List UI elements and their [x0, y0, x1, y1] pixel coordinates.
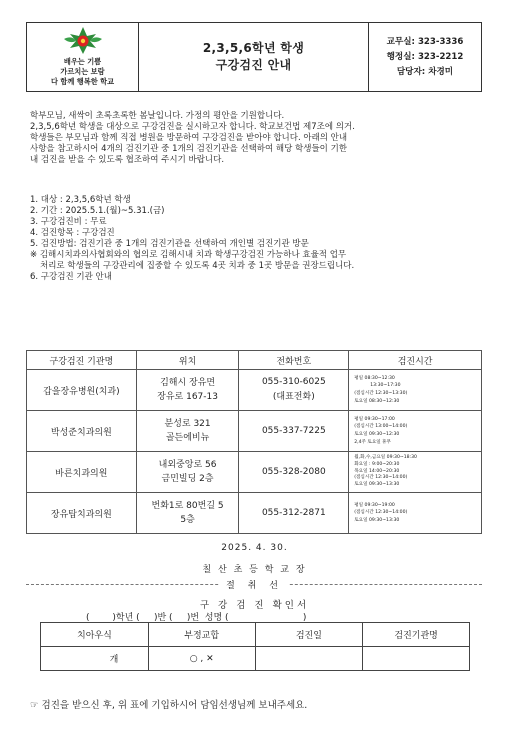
- intro-line: 학부모님, 새싹이 초록초록한 봄날입니다. 가정의 평안을 기원합니다.: [30, 111, 285, 121]
- hours-line: 월,화,수,금요일 09:30~18:30: [354, 455, 417, 460]
- motto-line-2: 가르치는 보람: [60, 67, 105, 76]
- hours-line: 토요일 09:30~13:30: [354, 482, 400, 488]
- table-row: [27, 493, 482, 534]
- table-row: [27, 452, 482, 493]
- malocclusion-choice[interactable]: ○ , ✕: [148, 647, 255, 671]
- clinic-address: [136, 411, 239, 452]
- hours-line: 토요일 09:30~13:30: [354, 517, 400, 523]
- student-info-line: ( )학년 ( )반 ( )번 성명 ( ): [86, 613, 307, 623]
- hours-line: 평일 09:30~19:00: [354, 502, 395, 508]
- info-item-period: 2. 기간 : 2025.5.1.(월)~5.31.(금): [30, 206, 165, 216]
- hours-line: (점심시간 12:30~14:00): [354, 475, 408, 481]
- clinic-hours: [349, 452, 482, 493]
- contact-office: 교무실: 323-3336: [386, 36, 464, 47]
- address-line: 5층: [180, 515, 195, 525]
- clinic-name: 바른치과의원: [27, 452, 137, 493]
- clinic-address: [136, 452, 239, 493]
- clinic-phone: [239, 370, 349, 411]
- cut-line-label: [0, 578, 509, 591]
- hours-line: 토요일 09:30~12:30: [354, 432, 400, 437]
- header-box: [26, 22, 482, 92]
- caries-count-field[interactable]: 개: [41, 647, 149, 671]
- hours-line: (점심시간 12:30~14:00): [354, 510, 408, 516]
- address-line: 김해시 장유면: [160, 378, 216, 388]
- clinic-name: 박성준치과의원: [27, 411, 137, 452]
- col-header-phone: 전화번호: [239, 351, 349, 370]
- exam-date-field[interactable]: [255, 647, 363, 671]
- clinic-phone: 055-328-2080: [239, 452, 349, 493]
- col-header-malocclusion: 부정교합: [148, 623, 255, 647]
- address-line: 분성로 321: [164, 419, 211, 429]
- address-line: 금민빌딩 2층: [161, 474, 214, 484]
- table-row: [27, 370, 482, 411]
- info-item-cost: 3. 구강검진비 : 무료: [30, 217, 107, 227]
- address-line: 골든에비뉴: [165, 433, 210, 443]
- contact-person: 담당자: 차경미: [396, 66, 454, 77]
- info-item-clinics: 6. 구강검진 기관 안내: [30, 272, 112, 282]
- col-header-name: 구강검진 기관명: [27, 351, 137, 370]
- hours-line: 2,4주 토요일 휴무: [354, 439, 392, 445]
- col-header-location: 위치: [136, 351, 239, 370]
- cut-line-text: 절 취 선: [220, 581, 289, 591]
- info-item-target: 1. 대상 : 2,3,5,6학년 학생: [30, 195, 131, 205]
- col-header-caries: 치아우식: [41, 623, 149, 647]
- notice-title: [139, 23, 369, 91]
- info-list: [30, 195, 480, 283]
- footer-note: ☞ 검진을 받으신 후, 위 표에 기입하시어 담임선생님께 보내주세요.: [30, 700, 308, 711]
- col-header-clinic: 검진기관명: [363, 623, 470, 647]
- address-line: 내외중앙로 56: [158, 460, 217, 470]
- intro-paragraph: [30, 111, 480, 166]
- motto-line-1: 배우는 기쁨: [63, 57, 102, 66]
- hours-line: 화요일 : 9:00~20:30: [354, 461, 400, 467]
- clinic-address: [136, 493, 239, 534]
- contact-info: [369, 23, 481, 91]
- clinic-hours: [349, 370, 482, 411]
- hours-line: (점심시간 13:00~14:00): [354, 424, 408, 430]
- hours-line: 13:30~17:30: [370, 383, 401, 389]
- phone-number: 055-310-6025: [261, 377, 326, 387]
- title-line-2: 구강검진 안내: [215, 58, 292, 72]
- clinic-table: [26, 350, 482, 534]
- notice-date: 2025. 4. 30.: [221, 543, 288, 553]
- phone-note: (대표전화): [272, 392, 315, 402]
- col-header-hours: 검진시간: [349, 351, 482, 370]
- clinic-name-field[interactable]: [363, 647, 470, 671]
- info-item-exam: 4. 검진항목 : 구강검진: [30, 228, 115, 238]
- clinic-name: 갑을장유병원(치과): [27, 370, 137, 411]
- confirm-table: [40, 622, 470, 671]
- clinic-address: [136, 370, 239, 411]
- info-note: ※ 김해시치과의사협회와의 협의로 김해시내 치과 학생구강검진 가능하나 효율적 업무: [30, 250, 347, 260]
- col-header-exam-date: 검진일: [255, 623, 363, 647]
- hours-line: 목요일 14:00~20:30: [354, 468, 400, 474]
- table-row: [27, 411, 482, 452]
- confirm-title: 구 강 검 진 확인서: [199, 600, 310, 611]
- intro-line: 사항을 참고하시어 4개의 검진기관 중 1개의 검진기관을 선택하여 해당 학생들이 기한: [30, 144, 348, 154]
- school-logo-cell: [27, 23, 139, 91]
- clinic-phone: 055-312-2871: [239, 493, 349, 534]
- motto-line-3: 다 함께 행복한 학교: [50, 77, 115, 86]
- hours-line: 평일 08:30~12:30: [354, 375, 395, 381]
- clinic-hours: [349, 493, 482, 534]
- intro-line: 2,3,5,6학년 학생을 대상으로 구강검진을 실시하고자 합니다. 학교보건법 제7조에 의거.: [30, 122, 355, 132]
- address-line: 번화1로 80번길 5: [151, 501, 224, 511]
- info-note-cont: 처리로 학생들의 구강관리에 집중할 수 있도록 4곳 치과 중 1곳 방문을 권장드립니다.: [40, 261, 355, 271]
- hours-line: 토요일 08:30~12:30: [354, 398, 400, 404]
- clinic-phone: 055-337-7225: [239, 411, 349, 452]
- school-emblem-icon: [60, 25, 106, 55]
- hours-line: 평일 09:30~17:00: [354, 416, 395, 422]
- title-line-1: 2,3,5,6학년 학생: [202, 41, 305, 55]
- contact-admin: 행정실: 323-2212: [386, 51, 464, 62]
- info-item-method: 5. 검진방법: 검진기관 중 1개의 검진기관을 선택하여 개인별 검진기관 방문: [30, 239, 309, 249]
- intro-line: 내 검진을 받을 수 있도록 협조하여 주시기 바랍니다.: [30, 155, 225, 165]
- clinic-hours: [349, 411, 482, 452]
- school-principal: 칠 산 초 등 학 교 장: [202, 565, 307, 575]
- address-line: 장유로 167-13: [157, 392, 218, 402]
- intro-line: 학생들은 부모님과 함께 직접 병원을 방문하여 구강검진을 받아야 합니다. 아래의 안내: [30, 133, 348, 143]
- clinic-name: 장유탑치과의원: [27, 493, 137, 534]
- hours-line: (점심시간 12:30~13:30): [354, 391, 408, 396]
